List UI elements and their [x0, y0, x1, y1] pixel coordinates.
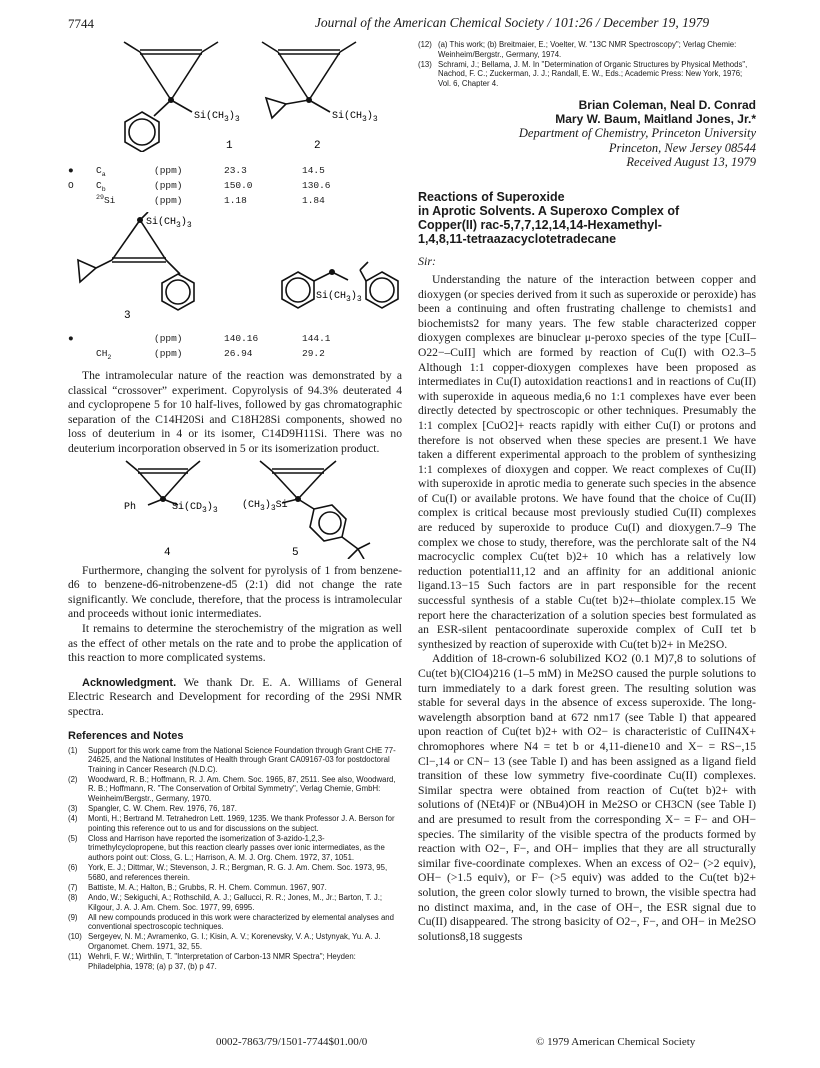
reference-item: [68, 834, 402, 863]
reference-text: Closs and Harrison have reported the isomerization of 3-azido-1,2,3-trimethylcyclopropene, but this reaction clearly passes over ionic intermediates, as the authors point out: Closs, G. L.; Harrison, A. M. J. Org. Chem. 1972, 37, 1051.: [88, 833, 385, 863]
reference-item: [418, 60, 756, 89]
nmr1-value-2: 130.6: [302, 180, 331, 191]
sich3-label-1: $Si(CH_3)_3$: [194, 111, 240, 124]
reference-number: (1): [68, 745, 78, 755]
reference-text: (a) This work; (b) Breitmaier, E.; Voelter, W. "13C NMR Spectroscopy"; Verlag Chemie: Weinheim/Bergstr., Germany, 1974.: [438, 40, 737, 59]
nmr2-label: [96, 331, 154, 346]
nmr1-marker: O: [68, 180, 74, 191]
reference-item: [68, 893, 402, 912]
nmr2-marker: ●: [68, 333, 74, 344]
reference-number: (3): [68, 804, 78, 814]
nmr1-row: [68, 163, 382, 178]
nmr-table-2: [68, 331, 382, 361]
nmr2-value-1: 26.94: [224, 348, 253, 359]
reference-number: (10): [68, 932, 82, 942]
reference-number: (8): [68, 892, 78, 902]
reference-text: Monti, H.; Bertrand M. Tetrahedron Lett. 1969, 1235. We thank Professor J. A. Berson for pointing this reference out to us and for discussions on the subject.: [88, 814, 395, 833]
compound-label-4: 4: [164, 546, 171, 559]
nmr1-marker: [68, 193, 96, 208]
reference-item: [68, 883, 402, 893]
paragraph-crossover: The intramolecular nature of the reaction was demonstrated by a classical “crossover” experiment. Copyrolysis of 94.3% deuterated 4 and cyclopropene 5 for 10 half-lives, followed by gas chromatographic separation of the C14H20Si and C18H28Si components, showed no loss of deuterium in 4 or its isomer, C14D9H11Si. There was no deuterium incorporation observed in 5 or its isomerization product.: [68, 369, 402, 455]
reference-number: (9): [68, 912, 78, 922]
reference-text: Sergeyev, N. M.; Avramenko, G. I.; Kisin, A. V.; Korenevsky, V. A.; Ustynyak, Yu. A. J. Organomet. Chem. 1971, 32, 55.: [88, 932, 381, 951]
nmr1-value-2: 1.84: [302, 195, 325, 206]
nmr1-unit: (ppm): [154, 165, 183, 176]
nmr2-value-1: 140.16: [224, 333, 259, 344]
nmr1-marker: ●: [68, 165, 74, 176]
page-number: 7744: [68, 16, 94, 31]
ph-label: Ph: [124, 501, 137, 513]
structure-figure-3: [68, 212, 402, 322]
reference-number: (2): [68, 774, 78, 784]
paragraph-results: Addition of 18-crown-6 solubilized KO2 (0.1 M)7,8 to solutions of Cu(tet b)(ClO4)216 (1–5 mM) in Me2SO caused the purple solutions to turn immediately to a dark forest green. The resulting solution was stable for several days in the absence of excess superoxide. The long-wavelength absorption band at 672 nm17 (see Table I) that appeared upon reaction of Cu(tet b)2+ with O2− is characteristic of CuIIN4X+ chromophores where N4 = tet b or 4,11-diene10 and X− = RS−,15 Cl−,14 or CN− 13 (see Table I) and has been assigned as a ligand field transition of these low symmetry five-coordinate Cu(II) complexes. Similar spectra were obtained from reaction of Cu(tet b)2+ with solutions of (NEt4)F or (NBu4)OH in Me2SO or CH3CN (see Table I) and are presumed to result from the corresponding X− = F− and OH− species. The similarity of the visible spectra of the products formed by reaction with O2−, F−, and OH− implies that they are all structurally similar five-coordinate complexes. When an excess of O2− (>2 equiv), OH− (>1.5 equiv), or F− (>5 equiv) was added to the Cu(tet b)2+ solution, the green color slowly turned to brown, the visible spectra had no distinct maxima, and, in the case of OH−, the ESR signal due to Cu(II) disappeared. The strong basicity of O2−, F−, and OH− in Me2SO solutions8,18 suggests: [418, 652, 756, 943]
reference-item: [68, 913, 402, 932]
reference-number: (4): [68, 814, 78, 824]
nmr1-label: $C_b$: [96, 180, 106, 193]
reference-item: [68, 814, 402, 833]
nmr1-label: $C_a$: [96, 165, 106, 178]
reference-text: Battiste, M. A.; Halton, B.; Grubbs, R. H. Chem. Commun. 1967, 907.: [88, 882, 327, 892]
compound-label-2: 2: [314, 140, 321, 152]
nmr2-value-2: 144.1: [302, 333, 331, 344]
compound-label-5: 5: [292, 546, 299, 559]
nmr2-unit: (ppm): [154, 348, 183, 359]
reference-number: (6): [68, 863, 78, 873]
reference-list-continued: [418, 40, 756, 88]
nmr1-value-1: 1.18: [224, 195, 247, 206]
nmr1-value-2: 14.5: [302, 165, 325, 176]
affiliation: Department of Chemistry, Princeton University Princeton, New Jersey 08544 Received August 13, 1979: [518, 126, 756, 170]
compound-label-3: 3: [124, 310, 131, 322]
footer-copyright: © 1979 American Chemical Society: [536, 1036, 696, 1048]
right-column: [418, 40, 756, 944]
structure-figure-1-2: [68, 40, 402, 152]
reference-text: Schrami, J.; Bellama, J. M. In "Determination of Organic Structures by Physical Methods", Nachod, F. C.; Zuckerman, J. J.; Randall, E. W., Eds.; Academic Press: New York, 1976; Vol. 6, Chapter 4.: [438, 59, 748, 88]
nmr2-value-2: 29.2: [302, 348, 325, 359]
reference-item: [68, 775, 402, 804]
nmr2-marker: [68, 346, 96, 361]
compound-label-1: 1: [226, 140, 233, 152]
nmr2-label: $CH_2$: [96, 348, 112, 361]
reference-number: (13): [418, 59, 432, 69]
reference-number: (5): [68, 833, 78, 843]
nmr1-value-1: 23.3: [224, 165, 247, 176]
nmr1-value-1: 150.0: [224, 180, 253, 191]
reference-text: Support for this work came from the National Science Foundation through Grant CHE 77-24625, and the National Institutes of Health through Grant CA09167-03 for postdoctoral Training in Cancer Research (N.D.C).: [88, 745, 396, 774]
journal-running-head: Journal of the American Chemical Society / 101:26 / December 19, 1979: [314, 15, 710, 30]
reference-item: [68, 746, 402, 775]
nmr1-row: [68, 193, 382, 208]
reference-item: [68, 863, 402, 882]
reference-number: (7): [68, 882, 78, 892]
nmr1-label: $^{29}$Si: [96, 192, 116, 206]
reference-item: [418, 40, 756, 59]
nmr1-unit: (ppm): [154, 195, 183, 206]
communication-title: Reactions of Superoxide in Aprotic Solvents. A Superoxo Complex of Copper(II) rac-5,7,7,12,14,14-Hexamethyl- 1,4,8,11-tetraazacyclotetradecane: [418, 189, 680, 246]
paragraph-solvent: Furthermore, changing the solvent for pyrolysis of 1 from benzene-d6 to benzene-d6-nitrobenzene-d5 (2:1) did not change the rate significantly. We conclude, therefore, that the process is intramolecular and proceeds without ionic intermediates.: [68, 563, 402, 621]
ch3si-label: $(CH_3)_3Si$: [242, 499, 288, 513]
nmr2-unit: (ppm): [154, 333, 183, 344]
reference-text: Ando, W.; Sekiguchi, A.; Rothschild, A. J.; Gallucci, R. R.; Jones, M., Jr.; Barton, T. J.; Kilgour, J. A. J. Am. Chem. Soc. 1977, 99, 6995.: [88, 892, 383, 912]
reference-text: Spangler, C. W. Chem. Rev. 1976, 76, 187.: [88, 804, 237, 814]
sicd3-label: $Si(CD_3)_3$: [172, 501, 218, 515]
reference-text: Woodward, R. B.; Hoffmann, R. J. Am. Chem. Soc. 1965, 87, 2511. See also, Woodward, R. B.; Hoffmann, R. "The Conservation of Orbital Symmetry", Verlag Chemie, GmbH: Weinheim/Bergstr., Germany, 1970.: [88, 774, 396, 803]
nmr-table-1: [68, 163, 382, 208]
structure-figure-4-5: [68, 459, 402, 559]
reference-item: [68, 804, 402, 814]
reference-item: [68, 932, 402, 951]
reference-text: York, E. J.; Dittmar, W.; Stevenson, J. R.; Bergman, R. G. J. Am. Chem. Soc. 1973, 95, 5680, and references therein.: [88, 863, 388, 882]
footer-code: 0002-7863/79/1501-7744$01.00/0: [216, 1036, 368, 1048]
reference-number: (11): [68, 951, 82, 961]
reference-item: [68, 952, 402, 971]
nmr1-row: [68, 178, 382, 193]
sich3-label-2: $Si(CH_3)_3$: [332, 111, 378, 124]
reference-number: (12): [418, 40, 432, 49]
nmr2-row: [68, 346, 382, 361]
reference-list: [68, 746, 402, 972]
acknowledgment: Acknowledgment. We thank Dr. E. A. Williams of General Electric Research and Development for recording of the 29Si NMR spectra.: [68, 675, 402, 718]
sich3-label-4: $Si(CH_3)_3$: [316, 291, 362, 304]
left-column: [68, 40, 402, 972]
nmr1-unit: (ppm): [154, 180, 183, 191]
salutation: Sir:: [418, 253, 436, 268]
sich3-label-3: $Si(CH_3)_3$: [146, 217, 192, 230]
reference-text: Wehrli, F. W.; Wirthlin, T. "Interpretation of Carbon-13 NMR Spectra"; Heyden: Philadelphia, 1978; (a) p 37, (b) p 47.: [88, 951, 356, 971]
authors: Brian Coleman, Neal D. Conrad Mary W. Baum, Maitland Jones, Jr.*: [555, 98, 756, 127]
reference-text: All new compounds produced in this work were characterized by elemental analyses and conventional spectroscopic techniques.: [88, 912, 394, 932]
references-title: References and Notes: [68, 729, 184, 742]
nmr2-row: [68, 331, 382, 346]
paragraph-intro: Understanding the nature of the interaction between copper and dioxygen (or species derived from it such as superoxide or peroxide) has been a continuing and often frustrating challenge to chemists1 and biochemists2 for many years. The few stable characterized copper dioxygen complexes are binuclear μ-peroxo species of the type [CuII–O22−–CuII] which are formed by reaction of Cu(I) with O2.3–5 Although 1:1 copper-dioxygen complexes have been proposed as intermediates in Cu(I) autoxidation reactions1 and in reactions of Cu(II) with superoxide in aqueous media,6 no 1:1 complexes have ever been directly detected by spectroscopic or other techniques. Presumably the 1:1 complex [CuO2]+ reacts rapidly with either Cu(I) or protons and therefore is not observed when these species are present.1 We have taken a different experimental approach to the problem of synthesizing 1:1 complexes of dioxygen and copper. We react complexes of Cu(II) with superoxide in aprotic media to generate such species in the absence of Cu(I) or available protons. We have found that the choice of Cu(II) complex is critical because most previously studied Cu(II) complexes are reduced by superoxide to produce Cu(I) and dioxygen.7–9 The complex we chose to study, therefore, was the perchlorate salt of the N4 macrocyclic complex Cu(tet b)2+ 10 which has a relatively low reduction potential11,12 and an affinity for an additional anionic ligand.13−15 Such factors are in part responsible for the recent successful synthesis of a stable Cu(tet b)2+–thiolate complex.15 We report here the characterization of a solution species best formulated as an ESR-silent pentacoordinate superoxide complex of CuII tet b synthesized by reaction of superoxide with Cu(tet b)2+ in Me2SO.: [418, 272, 756, 651]
paragraph-stereochemistry: It remains to determine the sterochemistry of the migration as well as the effect of other metals on the rate and to probe the application of this reaction to more complicated systems.: [68, 621, 402, 665]
